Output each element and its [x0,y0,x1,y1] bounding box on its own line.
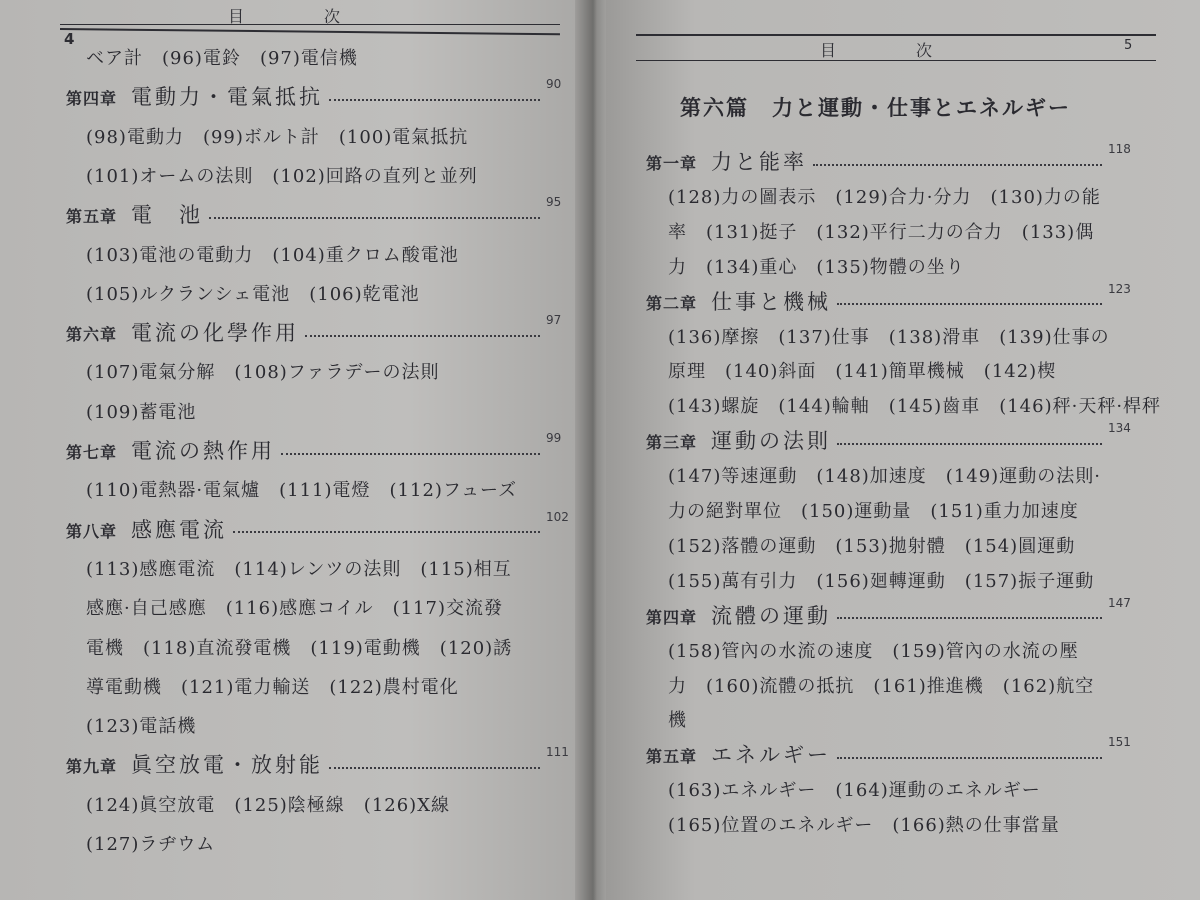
chapter-title: エネルギー [711,743,832,768]
chapter-heading [646,739,1102,769]
section-line: (103)電池の電動力 (104)重クロム酸電池 [86,244,459,266]
chapter-page-number: 102 [546,509,569,524]
chapter-number: 第八章 [66,521,118,541]
left-header-rule-top [60,24,560,25]
right-running-head: 目 次 [820,41,933,60]
section-line: (155)萬有引力 (156)廻轉運動 (157)振子運動 [668,570,1095,592]
chapter-page-number: 95 [546,195,562,210]
leader-dots [329,767,540,769]
section-line: 機 [668,710,687,732]
section-line: (124)眞空放電 (125)陰極線 (126)X線 [86,794,451,816]
section-line: (143)螺旋 (144)輪軸 (145)齒車 (146)秤·天秤·桿秤 [668,396,1162,418]
chapter-number: 第六章 [66,325,118,345]
chapter-title: 力と能率 [711,150,808,174]
section-line: (127)ラヂウム [86,834,216,855]
chapter-heading [646,286,1102,316]
section-line: (98)電動力 (99)ボルト計 (100)電氣抵抗 [86,126,469,148]
chapter-title: 電 池 [131,203,204,228]
section-line: 力 (134)重心 (135)物體の坐り [668,256,965,278]
chapter-title: 運動の法則 [711,429,832,454]
section-line: (109)蓄電池 [86,401,197,423]
chapter-page-number: 90 [546,77,562,92]
chapter-title: 流體の運動 [711,603,832,628]
chapter-heading [66,317,540,347]
left-page [0,0,583,900]
chapter-heading [66,81,540,111]
section-line: 導電動機 (121)電力輸送 (122)農村電化 [86,676,459,698]
chapter-title: 仕事と機械 [711,289,832,314]
section-line: (105)ルクランシェ電池 (106)乾電池 [86,283,420,305]
right-page [606,0,1200,900]
leader-dots [837,443,1102,445]
right-page-number: 5 [1124,38,1133,53]
section-line: (123)電話機 [86,716,197,738]
leader-dots [837,617,1102,619]
chapter-title: 電流の熱作用 [131,439,276,463]
section-line: ベア計 (96)電鈴 (97)電信機 [86,48,358,69]
chapter-heading [66,199,540,229]
chapter-page-number: 97 [546,313,562,328]
part-title: 第六篇 力と運動・仕事とエネルギー [680,96,1071,120]
chapter-number: 第九章 [66,757,118,777]
leader-dots [837,303,1102,305]
chapter-title: 感應電流 [131,517,228,542]
chapter-title: 電流の化學作用 [131,321,300,346]
chapter-number: 第二章 [646,293,698,313]
chapter-heading [66,514,540,544]
chapter-title: 眞空放電・放射能 [131,753,324,778]
section-line: (147)等速運動 (148)加速度 (149)運動の法則· [668,466,1101,488]
left-header-rule [60,28,560,35]
chapter-number: 第一章 [646,154,698,173]
section-line: (165)位置のエネルギー (166)熱の仕事當量 [668,815,1060,837]
section-line: 電機 (118)直流發電機 (119)電動機 (120)誘 [86,637,513,659]
chapter-number: 第四章 [646,607,698,627]
leader-dots [813,164,1102,166]
chapter-page-number: 134 [1108,421,1131,436]
chapter-number: 第三章 [646,433,698,453]
chapter-page-number: 147 [1108,595,1131,610]
chapter-number: 第五章 [646,747,698,767]
chapter-heading [646,425,1102,455]
section-line: (163)エネルギー (164)運動のエネルギー [668,780,1041,802]
section-line: (158)管內の水流の速度 (159)管內の水流の壓 [668,640,1079,662]
leader-dots [233,531,540,533]
chapter-heading [646,146,1102,176]
left-running-head: 目 次 [228,7,341,26]
chapter-page-number: 99 [546,431,562,445]
leader-dots [281,453,540,455]
right-header-rule [636,34,1156,36]
section-line: 感應·自己感應 (116)感應コイル (117)交流發 [86,598,503,620]
chapter-page-number: 111 [546,745,569,760]
section-line: (113)感應電流 (114)レンツの法則 (115)相互 [86,558,512,580]
chapter-heading [646,600,1102,630]
chapter-page-number: 151 [1108,735,1131,750]
leader-dots [305,335,540,337]
section-line: (136)摩擦 (137)仕事 (138)滑車 (139)仕事の [668,326,1110,348]
section-line: (107)電氣分解 (108)ファラデーの法則 [86,362,440,384]
section-line: 力 (160)流體の抵抗 (161)推進機 (162)航空 [668,675,1095,697]
section-line: (152)落體の運動 (153)拋射體 (154)圓運動 [668,535,1076,557]
section-line: (101)オームの法則 (102)回路の直列と並列 [86,165,478,187]
chapter-number: 第五章 [66,207,118,227]
section-line: (128)力の圖表示 (129)合力·分力 (130)力の能 [668,186,1101,208]
leader-dots [209,217,540,219]
left-page-number: 4 [64,30,75,48]
section-line: (110)電熱器·電氣爐 (111)電燈 (112)フューズ [86,480,518,502]
chapter-page-number: 123 [1108,281,1131,296]
chapter-heading [66,435,540,465]
section-line: 原理 (140)斜面 (141)簡單機械 (142)楔 [668,361,1057,383]
chapter-number: 第七章 [66,443,118,462]
chapter-heading [66,749,540,779]
chapter-title: 電動力・電氣抵抗 [131,85,324,110]
section-line: 力の絕對單位 (150)運動量 (151)重力加速度 [668,501,1079,522]
chapter-page-number: 118 [1108,142,1131,156]
leader-dots [837,757,1102,759]
section-line: 率 (131)挺子 (132)平行二力の合力 (133)偶 [668,221,1095,243]
leader-dots [329,99,540,101]
chapter-number: 第四章 [66,89,118,109]
